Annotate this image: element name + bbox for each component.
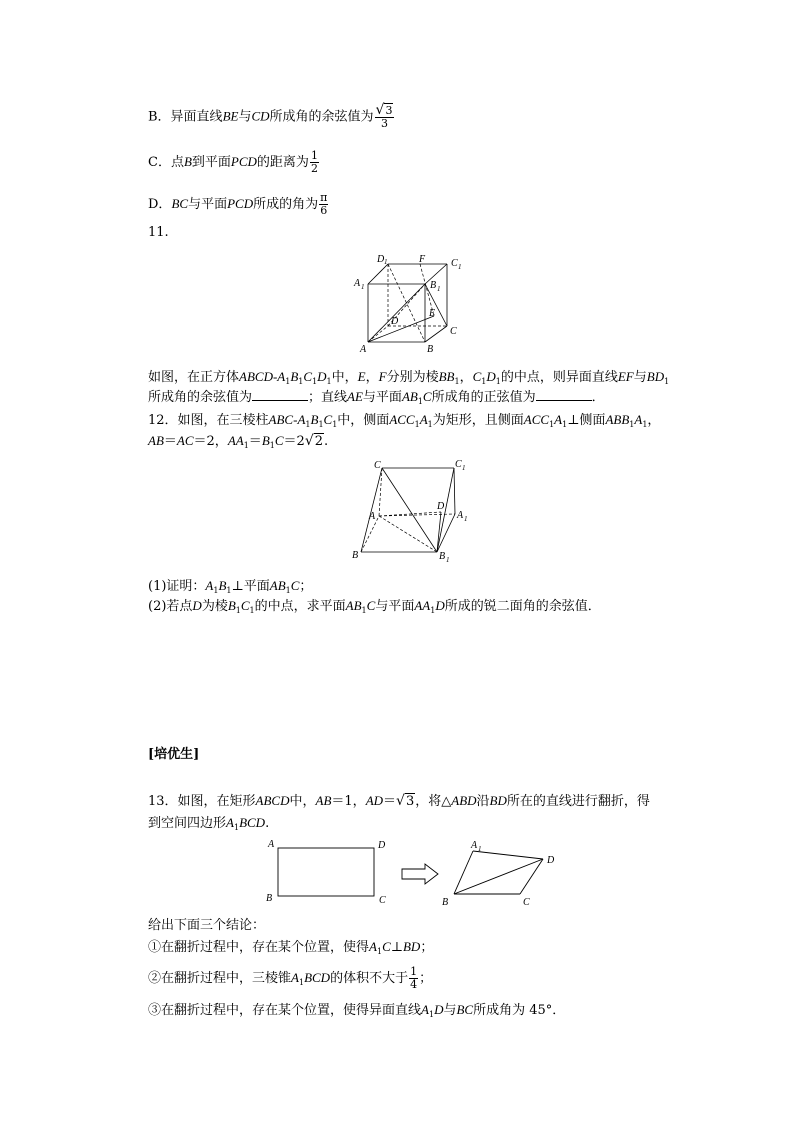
- var: AB: [269, 578, 286, 593]
- var: B: [218, 578, 227, 593]
- text: 所在的直线进行翻折，得: [506, 794, 650, 809]
- fraction: [409, 966, 418, 991]
- text: .: [265, 816, 270, 831]
- var: A: [205, 578, 214, 593]
- var: B: [290, 369, 299, 384]
- option-c-label: C．点: [148, 155, 184, 170]
- text: 的中点，则异面直线: [500, 370, 618, 385]
- label-b1: B: [430, 280, 437, 291]
- text: ＝: [248, 434, 262, 449]
- label-b-folded: B: [442, 897, 449, 908]
- var: AD: [365, 793, 384, 808]
- var: B: [227, 598, 236, 613]
- text: .: [324, 434, 329, 449]
- radicand: 3: [385, 104, 393, 117]
- text: 所成角的余弦值为: [148, 390, 253, 405]
- label-a1: A: [354, 278, 361, 289]
- var: C: [274, 433, 284, 448]
- label-b: B: [427, 344, 434, 355]
- var: B: [310, 412, 319, 427]
- q11-line1: 如图，在正方体ABCD-$A_1B_1C_1D_1$中，E，F分别为棱$BB_1$，$C_1D_1$的中点，则异面直线EF与$BD_1$: [148, 369, 670, 386]
- sub-1: 1: [361, 283, 365, 291]
- q13-line1: [148, 792, 650, 811]
- text: 的距离为: [256, 155, 309, 170]
- denominator: 2: [310, 162, 318, 175]
- text: 与: [633, 370, 647, 385]
- var: D: [434, 1002, 444, 1017]
- conclusion-3: ③在翻折过程中，存在某个位置，使得异面直线$A_1D$与BC所成角为 45°．: [148, 1002, 566, 1019]
- denominator: 6: [320, 204, 328, 217]
- text: 与: [238, 109, 252, 125]
- fraction: $\frac{√3}{3}$: [375, 102, 393, 130]
- text: 所成角的正弦值为: [431, 390, 536, 405]
- var: A: [634, 412, 643, 427]
- text: 到空间四边形: [148, 816, 227, 831]
- text: 12．如图，在三棱柱: [148, 413, 269, 428]
- var: BD: [646, 369, 665, 384]
- label-c-folded: C: [523, 897, 530, 908]
- fraction: [319, 192, 328, 217]
- label-c: C: [450, 326, 457, 337]
- var: -A: [272, 369, 286, 384]
- q12-line2: AB＝AC＝2，$AA_1=B_1C=2√2$.: [148, 433, 329, 450]
- text: 所成的锐二面角的余弦值．: [444, 599, 601, 614]
- sub-1: 1: [437, 285, 441, 293]
- text: 为棱: [201, 599, 228, 614]
- text: 所成的角为: [253, 197, 319, 212]
- var: BD: [402, 939, 421, 954]
- var: AA: [227, 433, 244, 448]
- var: C: [303, 369, 313, 384]
- var: A: [554, 412, 563, 427]
- q12-part2: (2)若点D为棱$B_1C_1$的中点，求平面$AB_1C$与平面$AA_1D$所成的锐二面角的余弦值．: [148, 598, 601, 615]
- label-b: B: [266, 893, 273, 904]
- text: ．: [591, 390, 605, 405]
- text: ；: [420, 940, 434, 955]
- var: AB: [148, 433, 164, 448]
- text: 与平面: [375, 599, 415, 614]
- text: ②在翻折过程中，三棱锥: [148, 971, 292, 986]
- section-heading: [培优生]: [148, 747, 200, 762]
- q11-number: 11.: [148, 225, 169, 240]
- sqrt: √2: [304, 433, 324, 449]
- var: ACC: [523, 412, 550, 427]
- option-d-label: D．: [148, 197, 172, 212]
- text: ；: [299, 579, 313, 594]
- numerator: 1: [310, 149, 318, 162]
- option-c: [148, 150, 320, 175]
- var: -A: [293, 412, 306, 427]
- var: AB: [401, 389, 418, 404]
- text: 所成角为 45°．: [473, 1003, 566, 1018]
- var: C: [422, 389, 432, 404]
- text: ＝2，: [193, 434, 228, 449]
- var: C: [366, 598, 376, 613]
- denominator: 3: [381, 117, 388, 130]
- var: CD: [251, 108, 270, 124]
- var: BD: [489, 793, 507, 808]
- numerator: 1: [410, 965, 418, 978]
- q12-part1: (1)证明：$A_1B_1\perp$平面$AB_1C$；: [148, 578, 313, 595]
- fraction: [310, 150, 319, 175]
- var: A: [226, 815, 234, 830]
- var: D: [435, 598, 445, 613]
- q11-line2: 所成角的余弦值为 ；直线AE与平面$AB_1C$所成角的正弦值为 ．: [148, 389, 605, 406]
- var: C: [472, 369, 482, 384]
- sub-1: 1: [458, 263, 462, 271]
- label-d-folded: D: [547, 855, 555, 866]
- text: ，: [459, 370, 473, 385]
- option-b: [148, 104, 395, 130]
- sub-1: 1: [478, 845, 482, 853]
- answer-blank[interactable]: [252, 389, 308, 401]
- var: BC: [171, 196, 189, 211]
- denominator: 4: [410, 978, 418, 991]
- var: E: [357, 369, 366, 384]
- sub-1: 1: [384, 258, 388, 266]
- answer-blank[interactable]: [536, 389, 592, 401]
- option-d: [148, 192, 329, 217]
- label-c: C: [374, 460, 381, 471]
- text: ＝: [163, 434, 177, 449]
- var: PCD: [227, 196, 254, 211]
- text: 中，侧面: [337, 413, 390, 428]
- label-d: D: [378, 840, 386, 851]
- text: ＝: [383, 794, 397, 809]
- var: F: [378, 369, 387, 384]
- text: ③在翻折过程中，存在某个位置，使得异面直线: [148, 1003, 422, 1018]
- var: A: [419, 412, 428, 427]
- var: B: [183, 154, 192, 169]
- var: BE: [222, 108, 239, 124]
- sub-1: 1: [464, 515, 468, 523]
- sub-1: 1: [462, 464, 466, 472]
- var: AB: [345, 598, 362, 613]
- var: A: [291, 970, 299, 985]
- var: AE: [347, 389, 363, 404]
- label-e: E: [429, 308, 436, 319]
- q13-line2: 到空间四边形$A_1BCD$.: [148, 815, 270, 832]
- var: ABC: [268, 412, 294, 427]
- text: 沿: [476, 794, 490, 809]
- label-c1: C: [455, 459, 462, 470]
- label-a1: A: [471, 840, 478, 851]
- text: 的中点，求平面: [254, 599, 346, 614]
- q12-line1: 12．如图，在三棱柱ABC-$A_1B_1C_1$中，侧面$ACC_1A_1$为矩形，且侧面$ACC_1A_1\perp$侧面$ABB_1A_1$，: [148, 412, 661, 429]
- cube-figure: [350, 250, 490, 360]
- text: ⊥: [390, 940, 403, 955]
- var: AB: [315, 793, 332, 808]
- radicand: 2: [314, 434, 324, 449]
- var: A: [421, 1002, 429, 1017]
- var: C: [323, 412, 333, 427]
- var: C: [290, 578, 300, 593]
- radicand: 3: [405, 794, 415, 809]
- conclusion-2: ②在翻折过程中，三棱锥$A_1BCD$的体积不大于 $\frac{1}{4}$ ；: [148, 965, 433, 991]
- label-c: C: [379, 895, 386, 906]
- option-b-label: B．异面直线: [148, 109, 223, 125]
- text: ；直线: [308, 390, 348, 405]
- var: ABD: [451, 793, 477, 808]
- var: BB: [438, 369, 455, 384]
- var: AA: [414, 598, 431, 613]
- label-d: D: [391, 316, 399, 327]
- var: AC: [176, 433, 194, 448]
- fold-figure: [262, 836, 562, 908]
- label-a: A: [268, 839, 275, 850]
- text: ；: [419, 971, 433, 986]
- text: 分别为棱: [386, 370, 439, 385]
- text: ，: [365, 370, 379, 385]
- conclusion-1: ①在翻折过程中，存在某个位置，使得$A_1C\perp BD$；: [148, 939, 434, 956]
- text: ①在翻折过程中，存在某个位置，使得: [148, 940, 370, 955]
- var: EF: [617, 369, 634, 384]
- var: A: [369, 939, 377, 954]
- label-c1: C: [451, 258, 458, 269]
- label-d1: D: [377, 254, 385, 265]
- label-d: D: [437, 501, 445, 512]
- text: ＝1，: [331, 794, 366, 809]
- text: 中，: [331, 370, 358, 385]
- text: (1)证明：: [148, 579, 206, 594]
- prism-figure: [347, 458, 477, 568]
- var: ABB: [605, 412, 630, 427]
- arrow-icon: [402, 864, 438, 884]
- text: 到平面: [191, 155, 231, 170]
- label-a: A: [360, 344, 367, 355]
- label-f: F: [419, 254, 426, 265]
- var: D: [317, 369, 327, 384]
- var: ABCD: [239, 369, 273, 384]
- var: BCD: [239, 815, 266, 830]
- sqrt: √3: [396, 793, 415, 809]
- var: BCD: [304, 970, 331, 985]
- text: ⊥侧面: [567, 413, 606, 428]
- text: 中，: [289, 794, 316, 809]
- var: D: [486, 369, 496, 384]
- text: 13．如图，在矩形: [148, 794, 256, 809]
- text: 所成角的余弦值为: [269, 109, 374, 125]
- var: C: [382, 939, 391, 954]
- text: ⊥平面: [231, 579, 270, 594]
- text: 与平面: [188, 197, 228, 212]
- numerator: π: [320, 191, 328, 204]
- var: BC: [456, 1002, 474, 1017]
- text: ，: [647, 413, 661, 428]
- rectangle-abcd: [278, 848, 374, 896]
- var: PCD: [230, 154, 257, 169]
- text: (2)若点: [148, 599, 193, 614]
- var: C: [240, 598, 250, 613]
- text: ，将△: [415, 794, 452, 809]
- var: D: [192, 598, 202, 613]
- var: B: [261, 433, 270, 448]
- text: 如图，在正方体: [148, 370, 240, 385]
- text: ＝2: [283, 434, 305, 449]
- var: ACC: [389, 412, 415, 427]
- text: 为矩形，且侧面: [432, 413, 524, 428]
- sub-1: 1: [446, 556, 450, 564]
- label-b: B: [352, 550, 359, 561]
- label-a: A: [369, 511, 376, 522]
- label-b1: B: [439, 551, 446, 562]
- text: 与平面: [362, 390, 402, 405]
- text: 与: [443, 1003, 457, 1018]
- text: 的体积不大于: [330, 971, 409, 986]
- var: ABCD: [255, 793, 290, 808]
- label-a1: A: [457, 510, 464, 521]
- q13-give: 给出下面三个结论：: [148, 918, 266, 933]
